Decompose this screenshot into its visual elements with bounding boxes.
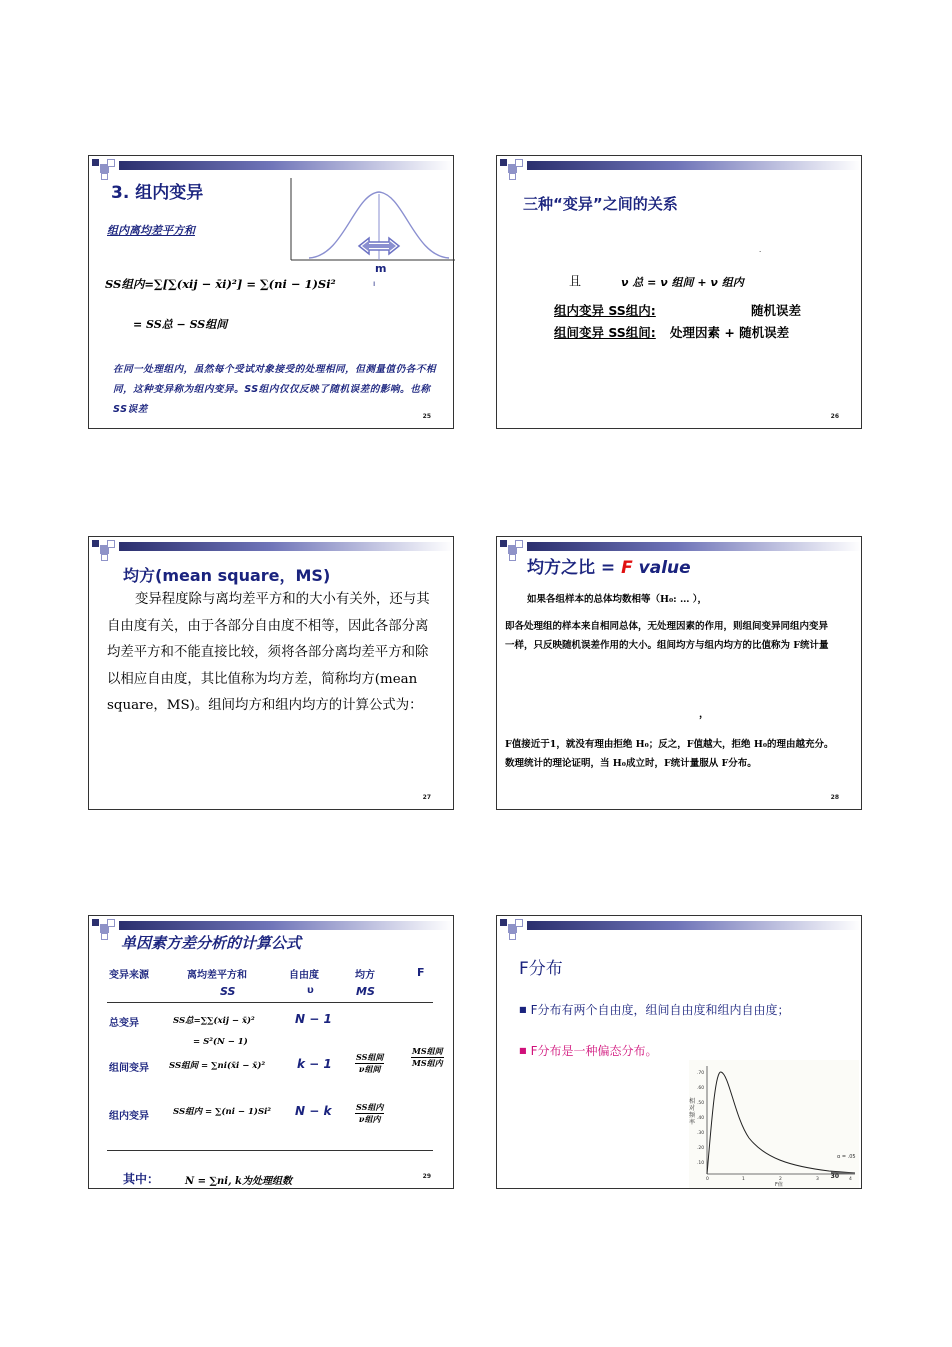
table-rule-bottom [107, 1150, 433, 1151]
bullet-2-text: F分布是一种偏态分布。 [530, 1044, 658, 1058]
row-ss-between: SS组间 = ∑ni(x̄i − x̄)² [169, 1061, 266, 1071]
mu-label: m [375, 262, 387, 275]
row-df-total: N − 1 [295, 1012, 332, 1026]
within-value: 随机误差 [751, 303, 802, 318]
conclusion-paragraph: F值接近于1，就没有理由拒绝 H₀；反之，F值越大，拒绝 H₀的理由越充分。数理统计的理论证明，当 H₀成立时，F统计量服从 F分布。 [505, 739, 834, 769]
header-ss: 离均差平方和 [187, 970, 247, 981]
ss-within-formula-2: = SS总 − SS组间 [133, 318, 228, 331]
slide-paragraph: 在同一处理组内，虽然每个受试对象接受的处理相同，但测量值仍各不相同，这种变异称为组内变异。SS组内仅仅反映了随机误差的影响。也称SS误差 [113, 364, 436, 415]
slide-decoration [89, 537, 455, 563]
x-axis-label: F值 [775, 1182, 783, 1188]
page-number: 25 [422, 413, 431, 420]
header-f: F [417, 966, 425, 979]
slide-paragraph: 变异程度除与离均差平方和的大小有关外，还与其自由度有关，由于各部分自由度不相等，因此各部分离均差平方和不能直接比较，须将各部分离均差平方和除以相应自由度，其比值称为均方差，简称均方(mean square，MS)。组间均方和组内均方的计算公式为： [107, 592, 430, 713]
row-df-within: N − k [295, 1104, 332, 1118]
slide-25 [88, 155, 454, 429]
page-number: 30 [830, 1173, 839, 1180]
hypothesis-line: 如果各组样本的总体均数相等（H₀: … ）， [527, 594, 708, 605]
slide-decoration [497, 916, 863, 942]
bullet-2 [519, 1042, 657, 1059]
row-f-between [411, 1046, 444, 1069]
ytick: .60 [697, 1086, 705, 1091]
page-number: 26 [830, 413, 839, 420]
slide-title: 三种“变异”之间的关系 [523, 195, 678, 213]
table-rule-top [107, 1002, 433, 1003]
ms-between-den: ν组间 [358, 1064, 381, 1074]
ss-within-formula: SS组内=∑[∑(xij − x̄i)²] = ∑(ni − 1)Si² [105, 277, 336, 291]
and-char: 且 [569, 274, 582, 288]
slide-29 [88, 915, 454, 1189]
xtick: 3 [816, 1177, 819, 1182]
between-label: 组间变异 SS组间: [554, 325, 656, 340]
ms-within-den: ν组内 [358, 1114, 381, 1124]
slide-26 [496, 155, 862, 429]
xtick: 0 [706, 1177, 709, 1182]
nu-equation: ν 总 = ν 组间 + ν 组内 [621, 276, 744, 289]
row-source-total: 总变异 [109, 1018, 139, 1029]
ytick: .20 [697, 1146, 705, 1151]
alpha-label: α = .05 [837, 1154, 856, 1160]
y-tick-labels [697, 1070, 704, 1166]
explanation-paragraph: 即各处理组的样本来自相同总体，无处理因素的作用，则组间变异同组内变异一样，只反映随机误差作用的大小。组间均方与组内均方的比值称为 F统计量 [505, 621, 829, 651]
slide-title [527, 553, 691, 578]
slide-title: 单因素方差分析的计算公式 [121, 934, 302, 952]
row-ms-within [355, 1102, 384, 1125]
bullet-1 [519, 1000, 843, 1020]
row-source-between: 组间变异 [109, 1063, 149, 1074]
header-df-symbol: υ [307, 985, 314, 996]
normal-curve-diagram [289, 178, 455, 288]
footer-formula: N = ∑ni, k为处理组数 [185, 1176, 292, 1187]
xtick: 1 [742, 1177, 745, 1182]
slide-title: F分布 [519, 959, 563, 979]
row-source-within: 组内变异 [109, 1111, 149, 1122]
within-label: 组内变异 SS组内: [554, 303, 656, 318]
page-number: 27 [422, 794, 431, 801]
header-ms-symbol: MS [356, 985, 375, 998]
row-ms-between [355, 1052, 384, 1075]
header-df: 自由度 [289, 970, 319, 981]
slide-27 [88, 536, 454, 810]
header-ms: 均方 [355, 970, 375, 981]
page-number: 28 [830, 794, 839, 801]
bullet-1-text: F分布有两个自由度，组间自由度和组内自由度； [530, 1003, 790, 1017]
header-ss-symbol: SS [220, 985, 236, 998]
row-ss-total-2: = S²(N − 1) [193, 1037, 248, 1047]
bullet-marker: ■ [519, 1046, 527, 1055]
title-prefix: 均方之比 = [527, 558, 622, 578]
mu-tick: ı [373, 279, 376, 288]
slide-subtitle: 组内离均差平方和 [107, 224, 195, 237]
ytick: .40 [697, 1116, 705, 1121]
ms-between-num: SS组间 [356, 1052, 384, 1062]
title-f: F [621, 558, 633, 578]
f-chart-svg [689, 1060, 859, 1188]
comma: ， [699, 709, 709, 720]
ytick: .50 [697, 1101, 705, 1106]
bullet-marker: ■ [519, 1005, 527, 1014]
ytick: .30 [697, 1131, 705, 1136]
footer-label: 其中： [123, 1172, 160, 1186]
title-suffix: value [632, 558, 691, 578]
slide-title: 均方(mean square，MS) [123, 566, 331, 585]
slide-decoration [497, 156, 863, 182]
slide-30 [496, 915, 862, 1189]
page-number: 29 [422, 1173, 431, 1180]
slide-28 [496, 536, 862, 810]
f-den: MS组内 [412, 1058, 443, 1068]
y-axis-label: 相对频率 [689, 1098, 696, 1126]
ms-within-num: SS组内 [356, 1102, 384, 1112]
xtick: 2 [779, 1177, 782, 1182]
ytick: .10 [697, 1161, 705, 1166]
row-df-between: k − 1 [297, 1057, 332, 1071]
ytick: .70 [697, 1071, 705, 1076]
between-value: 处理因素 + 随机误差 [670, 325, 790, 340]
f-distribution-chart [689, 1060, 859, 1188]
f-num: MS组间 [412, 1046, 443, 1056]
dot: · [759, 248, 762, 256]
header-source: 变异来源 [109, 970, 149, 981]
row-ss-within: SS组内 = ∑(ni − 1)Si² [173, 1107, 272, 1117]
xtick: 4 [849, 1177, 852, 1182]
slide-title: 3. 组内变异 [111, 183, 204, 203]
row-ss-total: SS总=∑∑(xij − x̄)² [173, 1016, 255, 1026]
